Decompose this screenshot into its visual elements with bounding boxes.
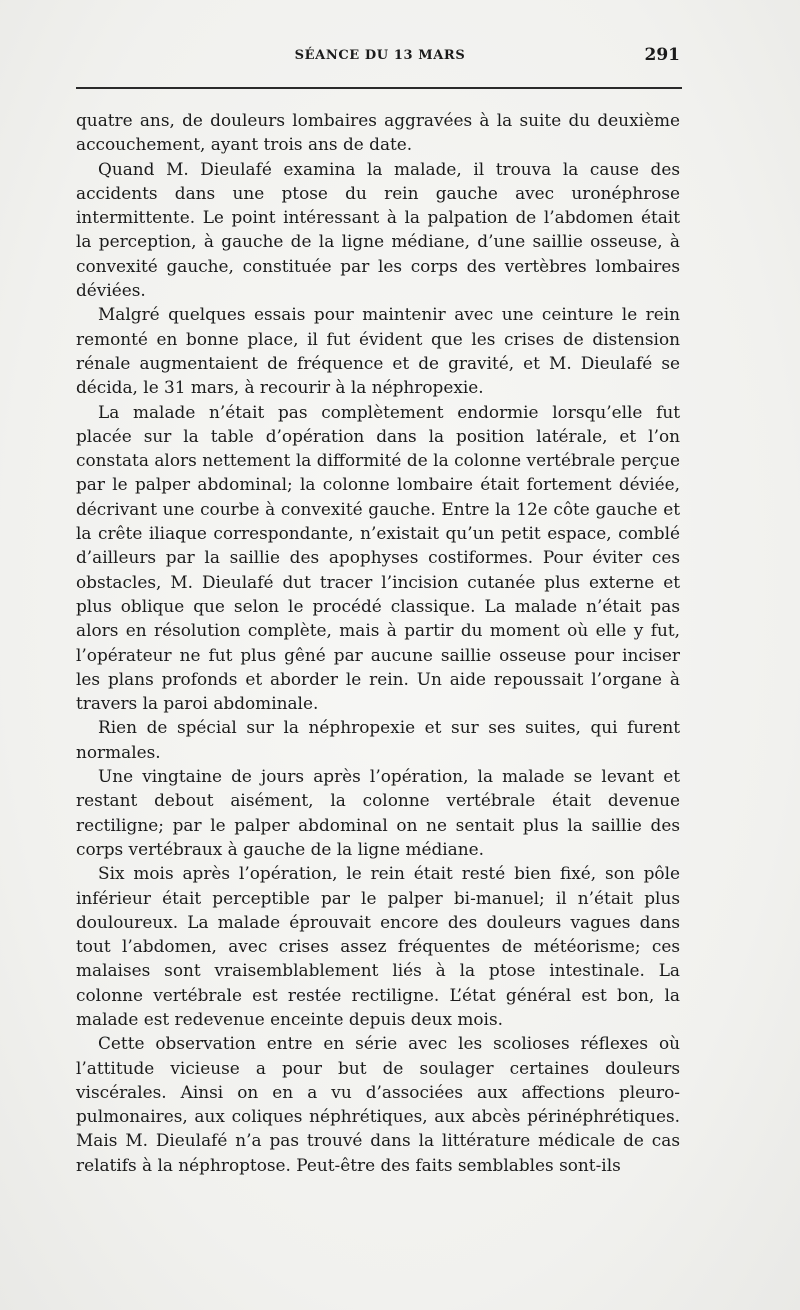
paragraph-recovery: Une vingtaine de jours après l’opération, la malade se levant et restant debout aisément, la colonne vertébrale était devenue rectiligne; par le palper abdominal on ne sentait plus la saillie des corps vertébraux à gauche de la ligne médiane. <box>76 766 680 859</box>
page-number: 291 <box>644 45 680 65</box>
body-text <box>76 108 680 1177</box>
paragraph-decision: Malgré quelques essais pour maintenir avec une ceinture le rein remonté en bonne place, il fut évident que les crises de distension rénale augmentaient de fréquence et de gravité, et M. Dieulafé se décida, le 31 mars, à recourir à la néphropexie. <box>76 304 680 398</box>
paragraph-continuation: quatre ans, de douleurs lombaires aggravées à la suite du deuxième accouchement, ayant trois ans de date. <box>76 110 680 155</box>
paragraph-discussion: Cette observation entre en série avec les scolioses réflexes où l’attitude vicieuse a pour but de soulager certaines douleurs viscérales. Ainsi on en a vu d’associées aux affections pleuro-pulmonaires, aux coliques néphrétiques, aux abcès périnéphrétiques. Mais M. Dieulafé n’a pas trouvé dans la littérature médicale de cas relatifs à la néphroptose. Peut-être des faits semblables sont-ils <box>76 1033 680 1175</box>
page-header <box>78 45 682 72</box>
paragraph-followup: Six mois après l’opération, le rein était resté bien fixé, son pôle inférieur était perceptible par le palper bi-manuel; il n’était plus douloureux. La malade éprouvait encore des douleurs vagues dans tout l’abdomen, avec crises assez fréquentes de météorisme; ces malaises sont vraisemblablement liés à la ptose intestinale. La colonne vertébrale est restée rectiligne. L’état général est bon, la malade est redevenue enceinte depuis deux mois. <box>76 863 680 1029</box>
header-rule <box>76 87 682 89</box>
paragraph-operation: La malade n’était pas complètement endormie lorsqu’elle fut placée sur la table d’opération dans la position latérale, et l’on constata alors nettement la difformité de la colonne vertébrale perçue par le palper abdominal; la colonne lombaire était fortement déviée, décrivant une courbe à convexité gauche. Entre la 12e côte gauche et la crête iliaque correspondante, n’existait qu’un petit espace, comblé d’ailleurs par la saillie des apophyses costiformes. Pour éviter ces obstacles, M. Dieulafé dut tracer l’incision cutanée plus externe et plus oblique que selon le procédé classique. La malade n’était pas alors en résolution complète, mais à partir du moment où elle y fut, l’opérateur ne fut plus gêné par aucune saillie osseuse pour inciser les plans profonds et aborder le rein. Un aide repoussait l’organe à travers la paroi abdominale. <box>76 401 680 714</box>
paragraph-nephropexy: Rien de spécial sur la néphropexie et sur ses suites, qui furent normales. <box>76 717 680 762</box>
running-head: SÉANCE DU 13 MARS <box>294 48 466 63</box>
paragraph-examination: Quand M. Dieulafé examina la malade, il trouva la cause des accidents dans une ptose du rein gauche avec uronéphrose intermittente. Le point intéressant à la palpation de l’abdomen était la perception, à gauche de la ligne médiane, d’une saillie osseuse, à convexité gauche, constituée par les corps des vertèbres lombaires déviées. <box>76 158 680 301</box>
